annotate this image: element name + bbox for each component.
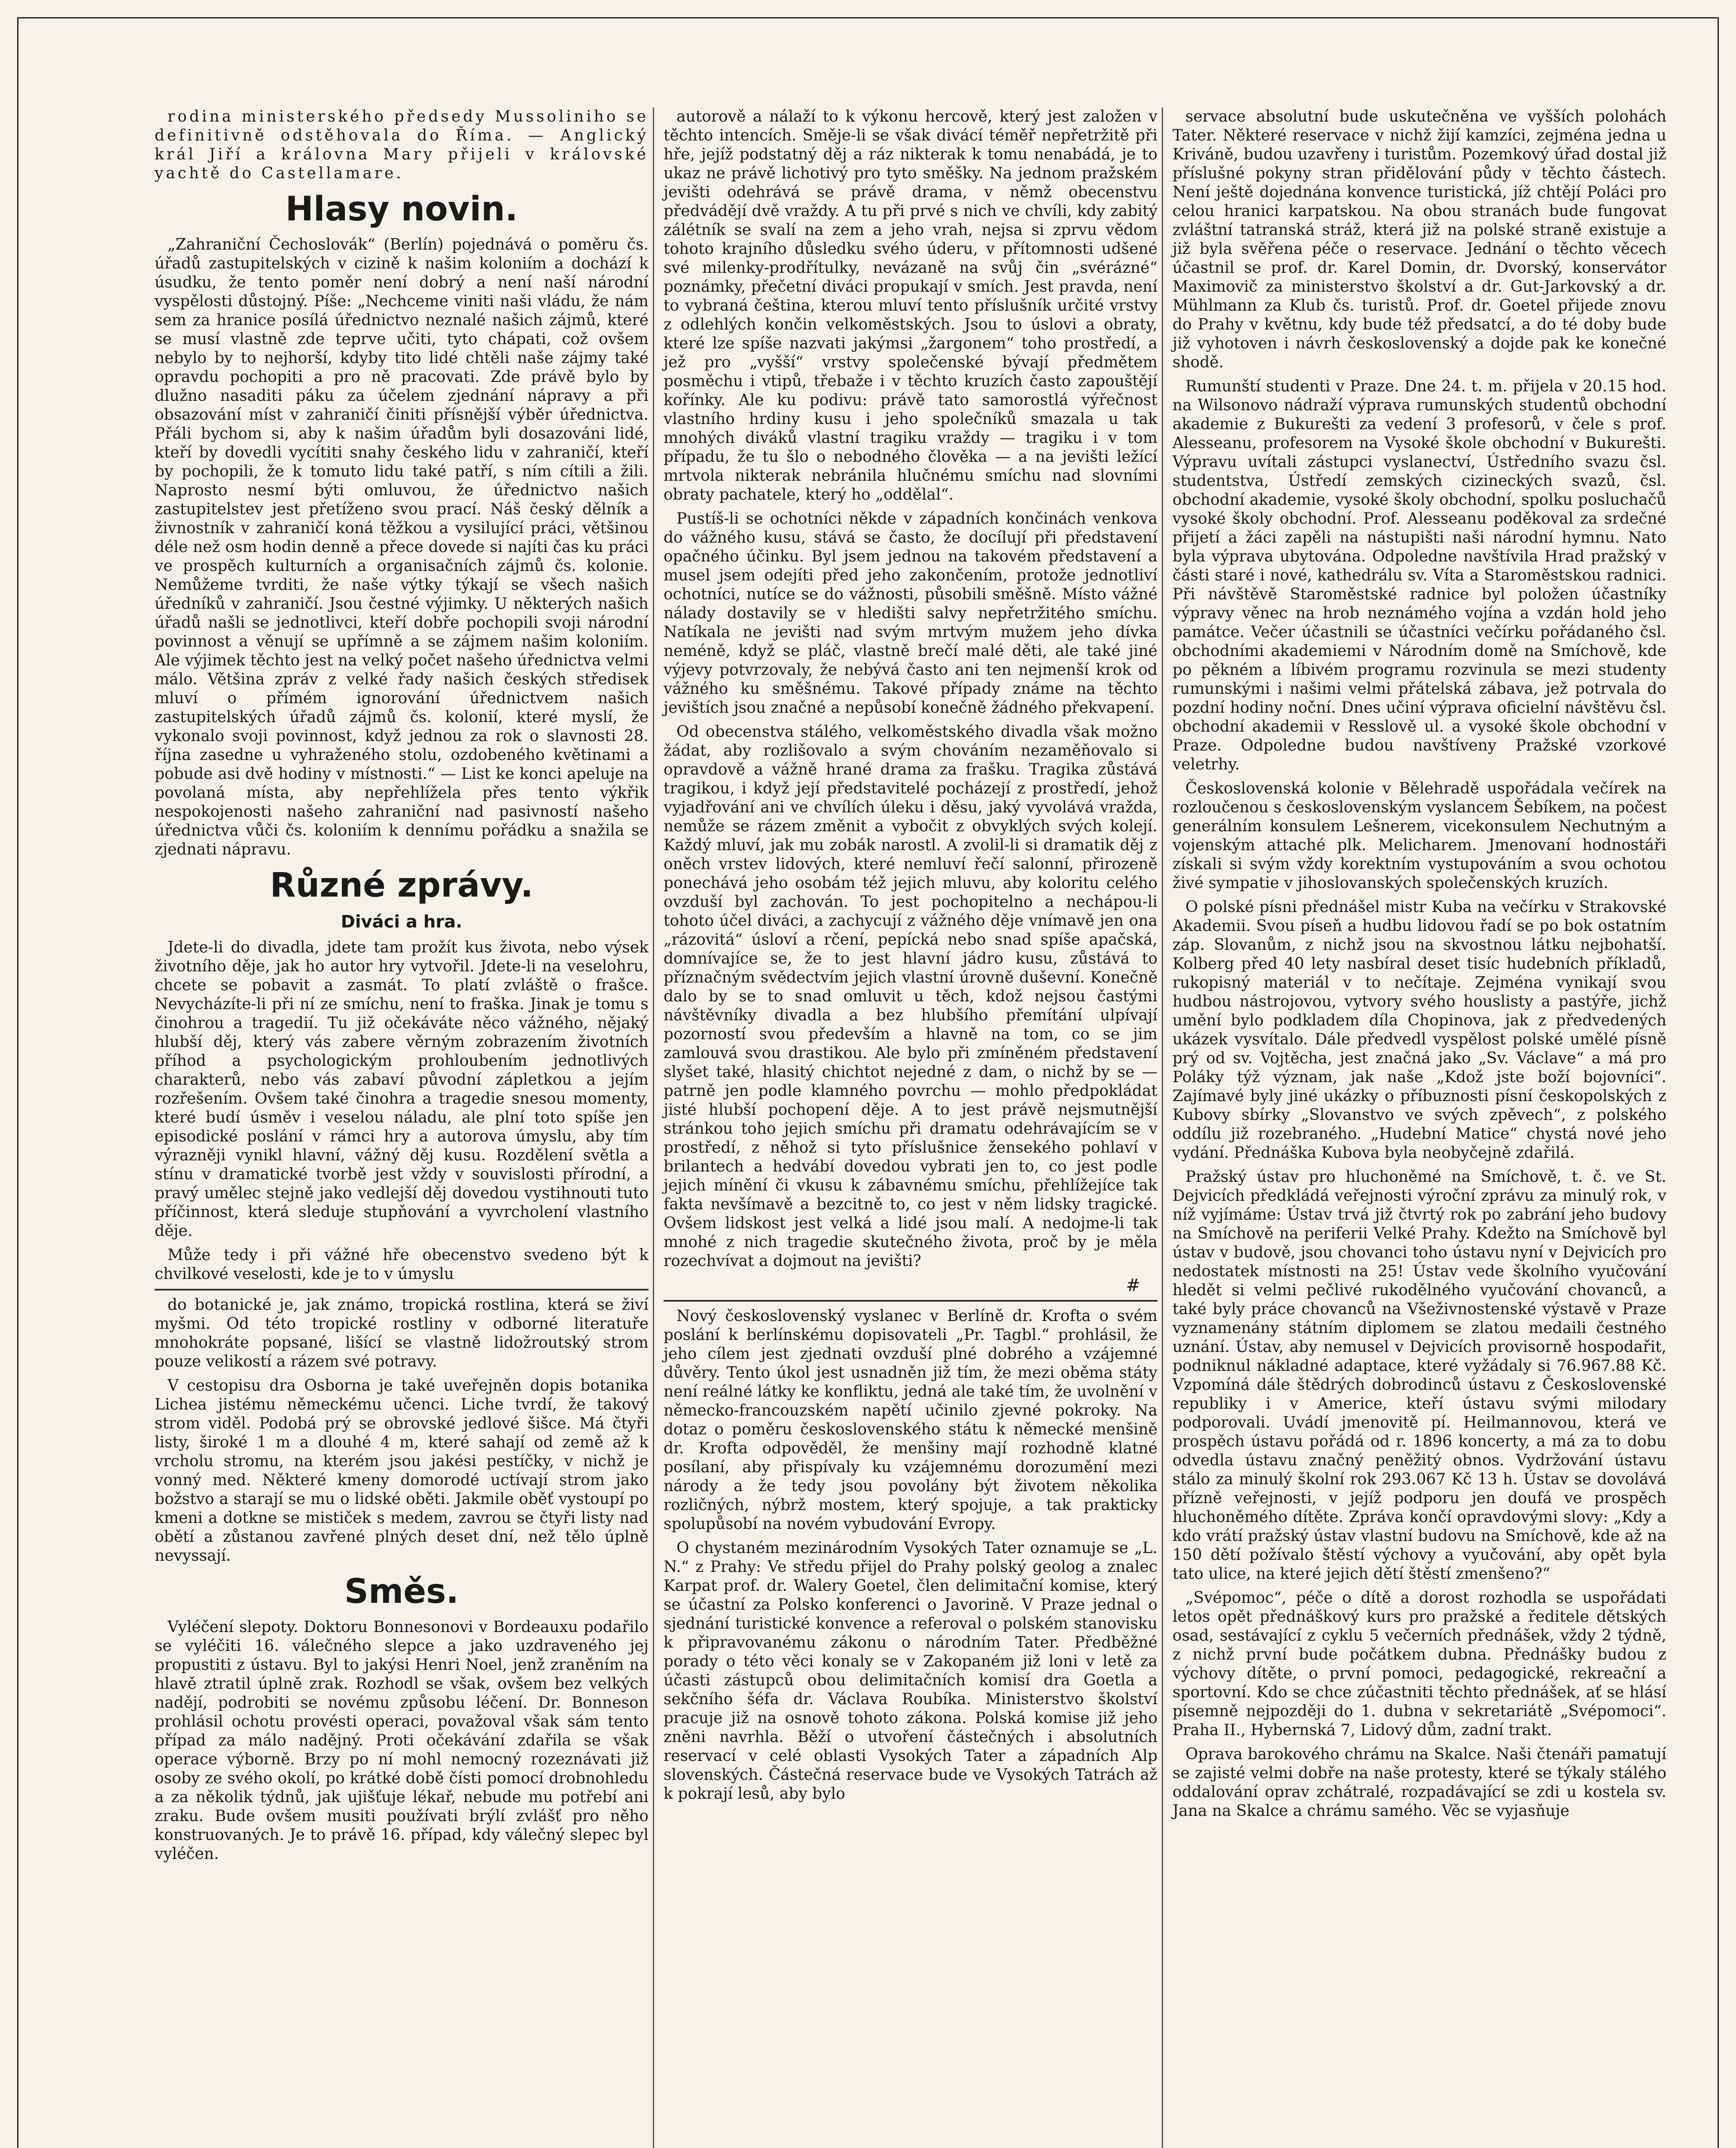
right-paragraph-1: servace absolutní bude uskutečněna ve vyšších polohách Tater. Některé reservace v nichž žijí kamzíci, zejména jedna u Kriváně, budou uzavřeny i turistům. Pozemkový úřad dostal již příslušné pokyny stran přidělování půdy v těchto částech. Není ještě dojednána konvence turistická, jíž chtějí Poláci pro celou hranici karpatskou. Na obou stranách bude fungovat zvláštní tatranská stráž, která již na polské straně existuje a již byla svěřena péče o reservace. Jednání o těchto věcech účastnil se prof. dr. Karel Domin, dr. Dvorský, konservátor Maximovič za ministerstvo školství a dr. Gut-Jarkovský a dr. Mühlmann za Klub čs. turistů. Prof. dr. Goetel přijede znovu do Prahy v květnu, kdy bude též předsatcí, a do té doby bude již vyhotoven i návrh československý a dojde pak ke konečné shodě. <box>1173 108 1666 371</box>
divaci-paragraph-1: Jdete-li do divadla, jdete tam prožít kus života, nebo výsek životního děje, jak ho autor hry vytvořil. Jdete-li na veselohru, chcete se pobavit a zasmát. To platí zvláště o frašce. Nevycházíte-li při ní ze smíchu, není to fraška. Jinak je tomu s činohrou a tragedií. Tu již očekáváte něco vážného, nějaký hlubší děj, který vás zabere věrným zobrazením životních příhod a psychologickým prohloubením jednotlivých charakterů, nebo vás zabaví původní zápletkou a jejím rozřešením. Ovšem také činohra a tragedie snesou momenty, které budí úsměv i veselou náladu, ale plní toto spíše jen episodické poslání v rámci hry a autorova úmyslu, aby tím výrazněji vynikl hlavní, vážný děj kusu. Rozdělení světla a stínu v dramatické tvorbě jest vždy v souvislosti přírodní, a pravý umělec stejně jako vedlejší děj dovedou vystihnouti tuto příčinnost, která sleduje stupňování a vyvrcholení vlastního děje. <box>155 939 649 1240</box>
middle-paragraph-4: Nový československý vyslanec v Berlíně dr. Krofta o svém poslání k berlínskému dopisovateli „Pr. Tagbl.“ prohlásil, že jeho cílem jest zjednati ovzduší plné dobrého a vzájemné důvěry. Tento úkol jest usnadněn již tím, že mezi oběma státy není reálné látky ke konfliktu, jedná ale také tím, že uvolnění v německo-francouzském napětí učinilo zjevné pokroky. Na dotaz o poměru československého státu k německé menšině dr. Krofta odpověděl, že menšiny mají rozhodně klatné posílaní, aby přispívaly ku vzájemnému dorozumění mezi národy a že tedy jsou povolány být životem několika rozličných, nýbrž mostem, který spojuje, a tak prakticky spolupůsobí na novém vybudování Evropy. <box>664 1307 1157 1533</box>
column-middle <box>664 107 1157 1809</box>
right-paragraph-6: „Svépomoc“, péče o dítě a dorost rozhodla se uspořádati letos opět přednáškový kurs pro pražské a ředitele dětských osad, sestávající z cyklu 5 večerních přednášek, vždy 2 týdně, z nichž první bude počátkem dubna. Přednášky budou z výchovy dítěte, o první pomoci, pedagogické, rekreační a sportovní. Kdo se chce zúčastniti těchto přednášek, ať se hlásí písemně nejpozději do 1. dubna v sekretariátě „Svépomoci“. Praha II., Hybernská 7, Lidový dům, zadní trakt. <box>1173 1589 1666 1739</box>
middle-paragraph-1: autorově a nálaží to k výkonu hercově, který jest založen v těchto intencích. Směje-li se však divácí téměř nepřetržitě při hře, jejíž podstatný děj a ráz nikterak k tomu nenabádá, je to ukaz ne právě lichotivý pro tyto směšky. Na jednom pražském jevišti odehrává se právě drama, v němž obecenstvu předvádějí dvě vraždy. A tu při prvé s nich ve chvíli, kdy zabitý zálétník se svalí na zem a jeho vrah, nejsa si zprvu vědom tohoto krajního důsledku svého úderu, v přítomnosti udšené své milenky-prodřítulky, nevázaně na svůj čin „svérázné“ poznámky, přečetní diváci propukají v smích. Jest pravda, není to vybraná čeština, kterou mluví tento příslušník určité vrstvy z odlehlých končin velkoměstských. Jsou to úslovi a obraty, které lze spíše nazvati jakýmsi „žargonem“ toho prostředí, a jež pro „vyšší“ vrstvy společenské bývají předmětem posměchu i vtipů, třebaže i v těchto kruzích často zapouštějí kořínky. Ale ku podivu: právě tato samorostlá výřečnost vlastního hrdiny kusu i jeho společníků smazala u tak mnohých diváků vlastní tragiku vraždy — tragiku i v tom případu, že tu šlo o nebodného člověka — a na jevišti ležící mrtvola nikterak nebránila hlučnému smíchu nad slovními obraty pachatele, který ho „oddělal“. <box>664 108 1157 503</box>
end-mark: # <box>1126 1275 1140 1295</box>
botany-paragraph-2: V cestopisu dra Osborna je také uveřejněn dopis botanika Lichea jistému německému učenci. Liche tvrdí, že takový strom viděl. Podobá prý se obrovské jedlové šišce. Má čtyři listy, široké 1 m a dlouhé 4 m, které sahají od země až k vrcholu stromu, na kterém jsou jakési pestíčky, v nichž je vonný med. Některé kmeny domorodé uctívají strom jako božstvo a starají se mu o lidské oběti. Jakmile oběť vystoupí po kmeni a dotkne se mističek s medem, zavrou se čtyři listy nad obětí a zůstanou zavřené plných deset dní, než tělo úplně nevyssají. <box>155 1377 649 1565</box>
right-paragraph-2: Rumunští studenti v Praze. Dne 24. t. m. přijela v 20.15 hod. na Wilsonovo nádraží výprava rumunských studentů obchodní akademie z Bukurešti za vedení 3 profesorů, v čele s prof. Alesseanu, profesorem na Vysoké škole obchodní v Bukurešti. Výpravu uvítali zástupci vyslanectví, Ústředního svazu čsl. studentstva, Ústředí zemských cizineckých svazů, čsl. obchodní akademie, vysoké školy obchodní, spolku posluchačů vysoké školy obchodní. Prof. Alesseanu poděkoval za srdečné přijetí a žáci zapěli na nástupišti naši národní hymnu. Nato byla výprava ubytována. Odpoledne navštívila Hrad pražský v části staré i nové, kathedrálu sv. Víta a Staroměstskou radnici. Při návštěvě Staroměstské radnice byl položen účastníky výpravy věnec na hrob neznámého vojína a vzdán hold jeho památce. Večer účastnili se účastníci večírku pořádaného čsl. obchodními akademiemi v Národním domě na Smíchově, kde po pěkném a líbivém programu rozvinula se mezi studenty rumunskými i našimi velmi přátelská zábava, jež potrvala do pozdní hodiny noční. Dnes učiní výprava oficielní návštěvu čsl. obchodní akademii v Resslově ul. a vysoké škole obchodní v Praze. Odpoledne budou navštíveny Pražské vzorkové veletrhy. <box>1173 378 1666 773</box>
intro-paragraph: rodina ministerského předsedy Mussoliniho se definitivně odstěhovala do Říma. — Anglický král Jiří a královna Mary přijeli v královské yachtě do Castellamare. <box>155 108 649 182</box>
hlasy-paragraph: „Zahraniční Čechoslovák“ (Berlín) pojednává o poměru čs. úřadů zastupitelských v cizině k našim koloniím a dochází k úsudku, že tento poměr není dobrý a není naší národní vyspělosti důstojný. Píše: „Nechceme viniti naši vládu, že nám sem za hranice posílá úřednictvo neznalé našich zájmů, které se musí vlastně zde teprve učiti, tyto chápati, což ovšem nebylo by to nejhorší, kdyby tito lidé chtěli naše zájmy také opravdu pochopiti a pro ně pracovati. Zde právě bylo by dlužno nasaditi páku za účelem zjednání nápravy a při obsazování míst v zahraničí činiti přísnější výběr úřednictva. Přáli bychom si, aby k našim úřadům byli dosazováni lidé, kteří by dovedli vycítiti snahy českého lidu v zahraničí, kteří by pochopili, že k tomuto lidu také patří, s ním cítili a žili. Naprosto nesmí býti omluvou, že úřednictvo našich zastupitelstev jest přetíženo svou prací. Náš český dělník a živnostník v zahraničí koná těžkou a vysilující práci, většinou déle než osm hodin denně a přece dovede si najíti čas ku práci ve prospěch kulturních a organisačních zájmů čs. kolonie. Nemůžeme tvrditi, že naše výtky týkají se všech našich úředníků v zahraničí. Jsou čestné výjimky. U některých našich úřadů našli se jednotlivci, kteří dobře pochopili svoji národní povinnost a věnují se upřímně a se zájmem našim koloniím. Ale výjimek těchto jest na velký počet našeho úřednictva velmi málo. Většina zpráv z velké řady našich českých středisek mluví o přímém ignorování úřednictvem našich zastupitelských úřadů zájmů čs. kolonií, které myslí, že vykonalo svoji povinnost, když jednou za rok o slavnosti 28. října zasedne u vyhraženého stolu, ozdobeného květinami a pobude asi dvě hodiny v místnosti.“ — List ke konci apeluje na povolaná místa, aby nepřehlížela přes tento výkřik nespokojenosti našeho zahraniční nad pasivností našeho úřednictva vůči čs. koloniím k dennímu pořádku a snažila se zjednati nápravu. <box>155 236 649 858</box>
smes-paragraph: Vyléčení slepoty. Doktoru Bonnesonovi v Bordeauxu podařilo se vyléčiti 16. válečného slepce a jako uzdraveného jej propustiti z ústavu. Byl to jakýsi Henri Noel, jenž zraněním na hlavě ztratil úplně zrak. Rozhodl se však, ovšem bez velkých nadějí, podrobiti se novému způsobu léčení. Dr. Bonneson prohlásil ochotu provésti operaci, považoval však sám tento případ za málo nadějný. Proti očekávání zdařila se však operace výborně. Brzy po ní mohl nemocný rozeznávati již osoby ze svého okolí, po krátké době čísti pomocí drobnohledu a za několik týdnů, jak ujišťuje lékař, nebude mu potřebí ani zraku. Bude ovšem musiti používati brýlí zvlášť pro něho konstruovaných. Je to právě 16. případ, kdy válečný slepec byl vyléčen. <box>155 1618 649 1863</box>
right-paragraph-5: Pražský ústav pro hluchoněmé na Smíchově, t. č. ve St. Dejvicích předkládá veřejnosti výroční zprávu za minulý rok, v níž vyjímáme: Ústav trvá již čtvrtý rok po zabrání jeho budovy na Smíchově na periferii Velké Prahy. Kdežto na Smíchově byl ústav v budově, jsou chovanci toho ústavu nyní v Dejvicích pro nedostatek místnosti na 25! Ústav vede školního vyučování hledět si velmi pečlivé rukodělného vyučování chovanců, a také byly práce chovanců na Všeživnostenské výstavě v Praze vyznamenány státním diplomem se zlatou medaili čestného uznání. Ústav, aby nemusel v Dejvicích provisorně hospodařit, podniknul nákladné adaptace, které vyžádaly si 76.967.88 Kč. Vzpomíná dále štědrých dobrodinců ústavu z Československé republiky i v Americe, kteří ústavu svými milodary podporovali. Uvádí jmenovitě pí. Heilmannovou, která ve prospěch ústavu pořádá od r. 1896 koncerty, a má za to dobu odvedla ústavu značný peněžitý obnos. Vydržování ústavu stálo za minulý školní rok 293.067 Kč 13 h. Ústav se dovolává přízně veřejnosti, v jejíž podporu jen doufá ve prospěch hluchoněmého dítěte. Zpráva končí opravdovými slovy: „Kdy a kdo vrátí pražský ústav vlastní budovu na Smíchově, kde až na 150 dětí požívalo štěstí výchovy a vyučování, aby opět byla tato ulice, na které jejich dětí štěstí zmenšeno?“ <box>1173 1168 1666 1583</box>
heading-smes: Směs. <box>344 1572 459 1611</box>
column-rule-right <box>1162 107 1163 2148</box>
column-right <box>1173 107 1666 1826</box>
middle-paragraph-3: Od obecenstva stálého, velkoměstského divadla však možno žádat, aby rozlišovalo a svým chováním nezaměňovalo si opravdově a vážně hrané drama za frašku. Tragika zůstává tragikou, i když její představitelé pocházejí z prostředí, jehož vyjadřování ani ve chvílích úleku i děsu, jaký vyvolává vražda, nemůže se rázem změnit a vybočit z obvyklých svých kolejí. Každý mluví, jak mu zobák narostl. A zvolil-li si dramatik děj z oněch vrstev lidových, které nemluví řečí salonní, přirozeně ponechává jeho osobám též jejich mluvu, aby koloritu celého ovzduší byl zachován. To jest pochopitelno a nechápou-li tohoto účel diváci, a zachycují z vážného děje vnímavě jen ona „rázovitá“ úsloví a rčení, pepícká nebo snad spíše apačská, domnívajíce se, že to jest hlavní jádro kusu, zůstává to příznačným svědectvím jejich vlastní úrovně duševní. Konečně dalo by se to snad omluvit u těch, kdož nejsou častými návštěvníky divadla a bez hlubšího přemítání ulpívají pozorností svou především a hlavně na tom, co se jim zamlouvá svou drastikou. Ale bylo při zmíněném představení slyšet také, hlasitý chichtot nejedné z dam, o nichž by se — patrně jen podle klamného povrchu — mohlo předpokládat jisté hlubší pochopení děje. A to jest právě nejsmutnější stránkou toho jejich smíchu při dramatu odehrávajícím se v prostředí, z něhož si tyto příslušnice žensekého pohlaví v brilantech a hedvábí dovedou vybrati jen to, co jest podle jejich mínění či vkusu k zábavnému smíchu, přehlížejíce tak fakta nevšímavě a bezcitně to, co jest v něm lidsky tragické. Ovšem lidskost jest velká a lidé jsou malí. A nedojme-li tak mnohé z nich tragedie skutečného života, proč by je měla rozechvívat a dojmout na jevišti? <box>664 723 1157 1270</box>
section-divider <box>155 1289 649 1291</box>
middle-paragraph-5: O chystaném mezinárodním Vysokých Tater oznamuje se „L. N.“ z Prahy: Ve středu přijel do Prahy polský geolog a znalec Karpat prof. dr. Walery Goetel, člen delimitační komise, který se účastní za Polsko konferenci o Javorině. V Praze jednal o sjednání turistické konvence a referoval o polském stanovisku k připravovanému zákonu o národním Tater. Předběžné porady o této věci konaly se v Zakopaném již loni v letě za účasti zástupců obou delimitačních komisí dra Goetla a sekčního šéfa dr. Václava Roubíka. Ministerstvo školství pracuje již na osnově tohoto zákona. Polská komise již jeho zněni navrhla. Běží o utvoření částečných i absolutních reservací v celé oblasti Vysokých Tater a západních Alp slovenských. Částečná reservace bude ve Vysokých Tatrách až k pokrají lesů, aby bylo <box>664 1539 1157 1803</box>
heading-ruzne-zpravy: Různé zprávy. <box>270 866 533 905</box>
column-left <box>155 107 649 1869</box>
right-paragraph-7: Oprava barokového chrámu na Skalce. Naši čtenáři pamatují se zajisté velmi dobře na naše protesty, které se týkaly stálého oddalování oprav zchátralé, rozpadávající se zdi u kostela sv. Jana na Skalce a chrámu samého. Věc se vyjasňuje <box>1173 1745 1666 1820</box>
column-rule-left <box>653 107 654 2148</box>
botany-paragraph-1: do botanické je, jak známo, tropická rostlina, která se živí myšmi. Od této tropické rostliny v odborné literatuře mnohokráte popsané, lišící se vlastně lidožroutský strom pouze velikostí a rázem své potravy. <box>155 1296 649 1370</box>
subheading-divaci-a-hra: Diváci a hra. <box>341 912 463 932</box>
right-paragraph-3: Československá kolonie v Bělehradě uspořádala večírek na rozloučenou s československým vyslancem Šebíkem, na počest generálním konsulem Lešnerem, vicekonsulem Nechutným a vojenským attaché plk. Melicharem. Jmenovaní hodnostáři získali si svým vždy korektním vystupováním a svou ochotou živé sympatie v jihoslovanských společenských kruzích. <box>1173 780 1666 892</box>
heading-hlasy-novin: Hlasy novin. <box>285 190 518 229</box>
middle-paragraph-2: Pustíš-li se ochotníci někde v západních končinách venkova do vážného kusu, stává se často, že docílují při představení opačného účinku. Byl jsem jednou na takovém představení a musel jsem odejíti před jeho zakončením, protože jednotliví ochotníci, nutíce se do vážnosti, působili směšně. Místo vážné nálady dostavily se v hledišti salvy nepřetržitého smíchu. Natíkala ne jevišti nad svým mrtvým mužem jeho dívka neméně, když se pláč, vlastně brečí malé děti, ale také jiné výjevy potvrzovaly, že nebývá často ani ten nejmenší krok od vážného ku směšnému. Takové případy známe na těchto jevištích jsou značné a nepůsobí konečně žádného překvapení. <box>664 510 1157 717</box>
divaci-paragraph-2: Může tedy i při vážné hře obecenstvo svedeno být k chvilkové veselosti, kde je to v úmyslu <box>155 1246 649 1283</box>
middle-divider <box>664 1300 1157 1302</box>
right-paragraph-4: O polské písni přednášel mistr Kuba na večírku v Strakovské Akademii. Svou píseň a hudbu lidovou řadí se po bok ostatním záp. Slovanům, z nichž jsou na skvostnou látku nejbohatší. Kolberg před 40 lety nasbíral deset tisíc hudebních příkladů, rukopisný materiál v to nečítaje. Zejména vynikají svou hudbou nástrojovou, vytvory svého houslisty a pastýře, jichž umění bylo podkladem díla Chopinova, jak z předvedených ukázek vysvítalo. Dále předvedl vyspělost polské umělé písně prý od sv. Vojtěcha, jest značná jako „Sv. Václave“ a má pro Poláky týž význam, jak naše „Kdož jste boží bojovníci“. Zajímavé byly jiné ukázky o příbuznosti písní českopolských z Kubovy sbírky „Slovanstvo ve svých zpěvech“, z polského oddílu již rozebraného. „Hudební Matice“ chystá nové jeho vydání. Přednáška Kubova byla neobyčejně zdařilá. <box>1173 898 1666 1162</box>
